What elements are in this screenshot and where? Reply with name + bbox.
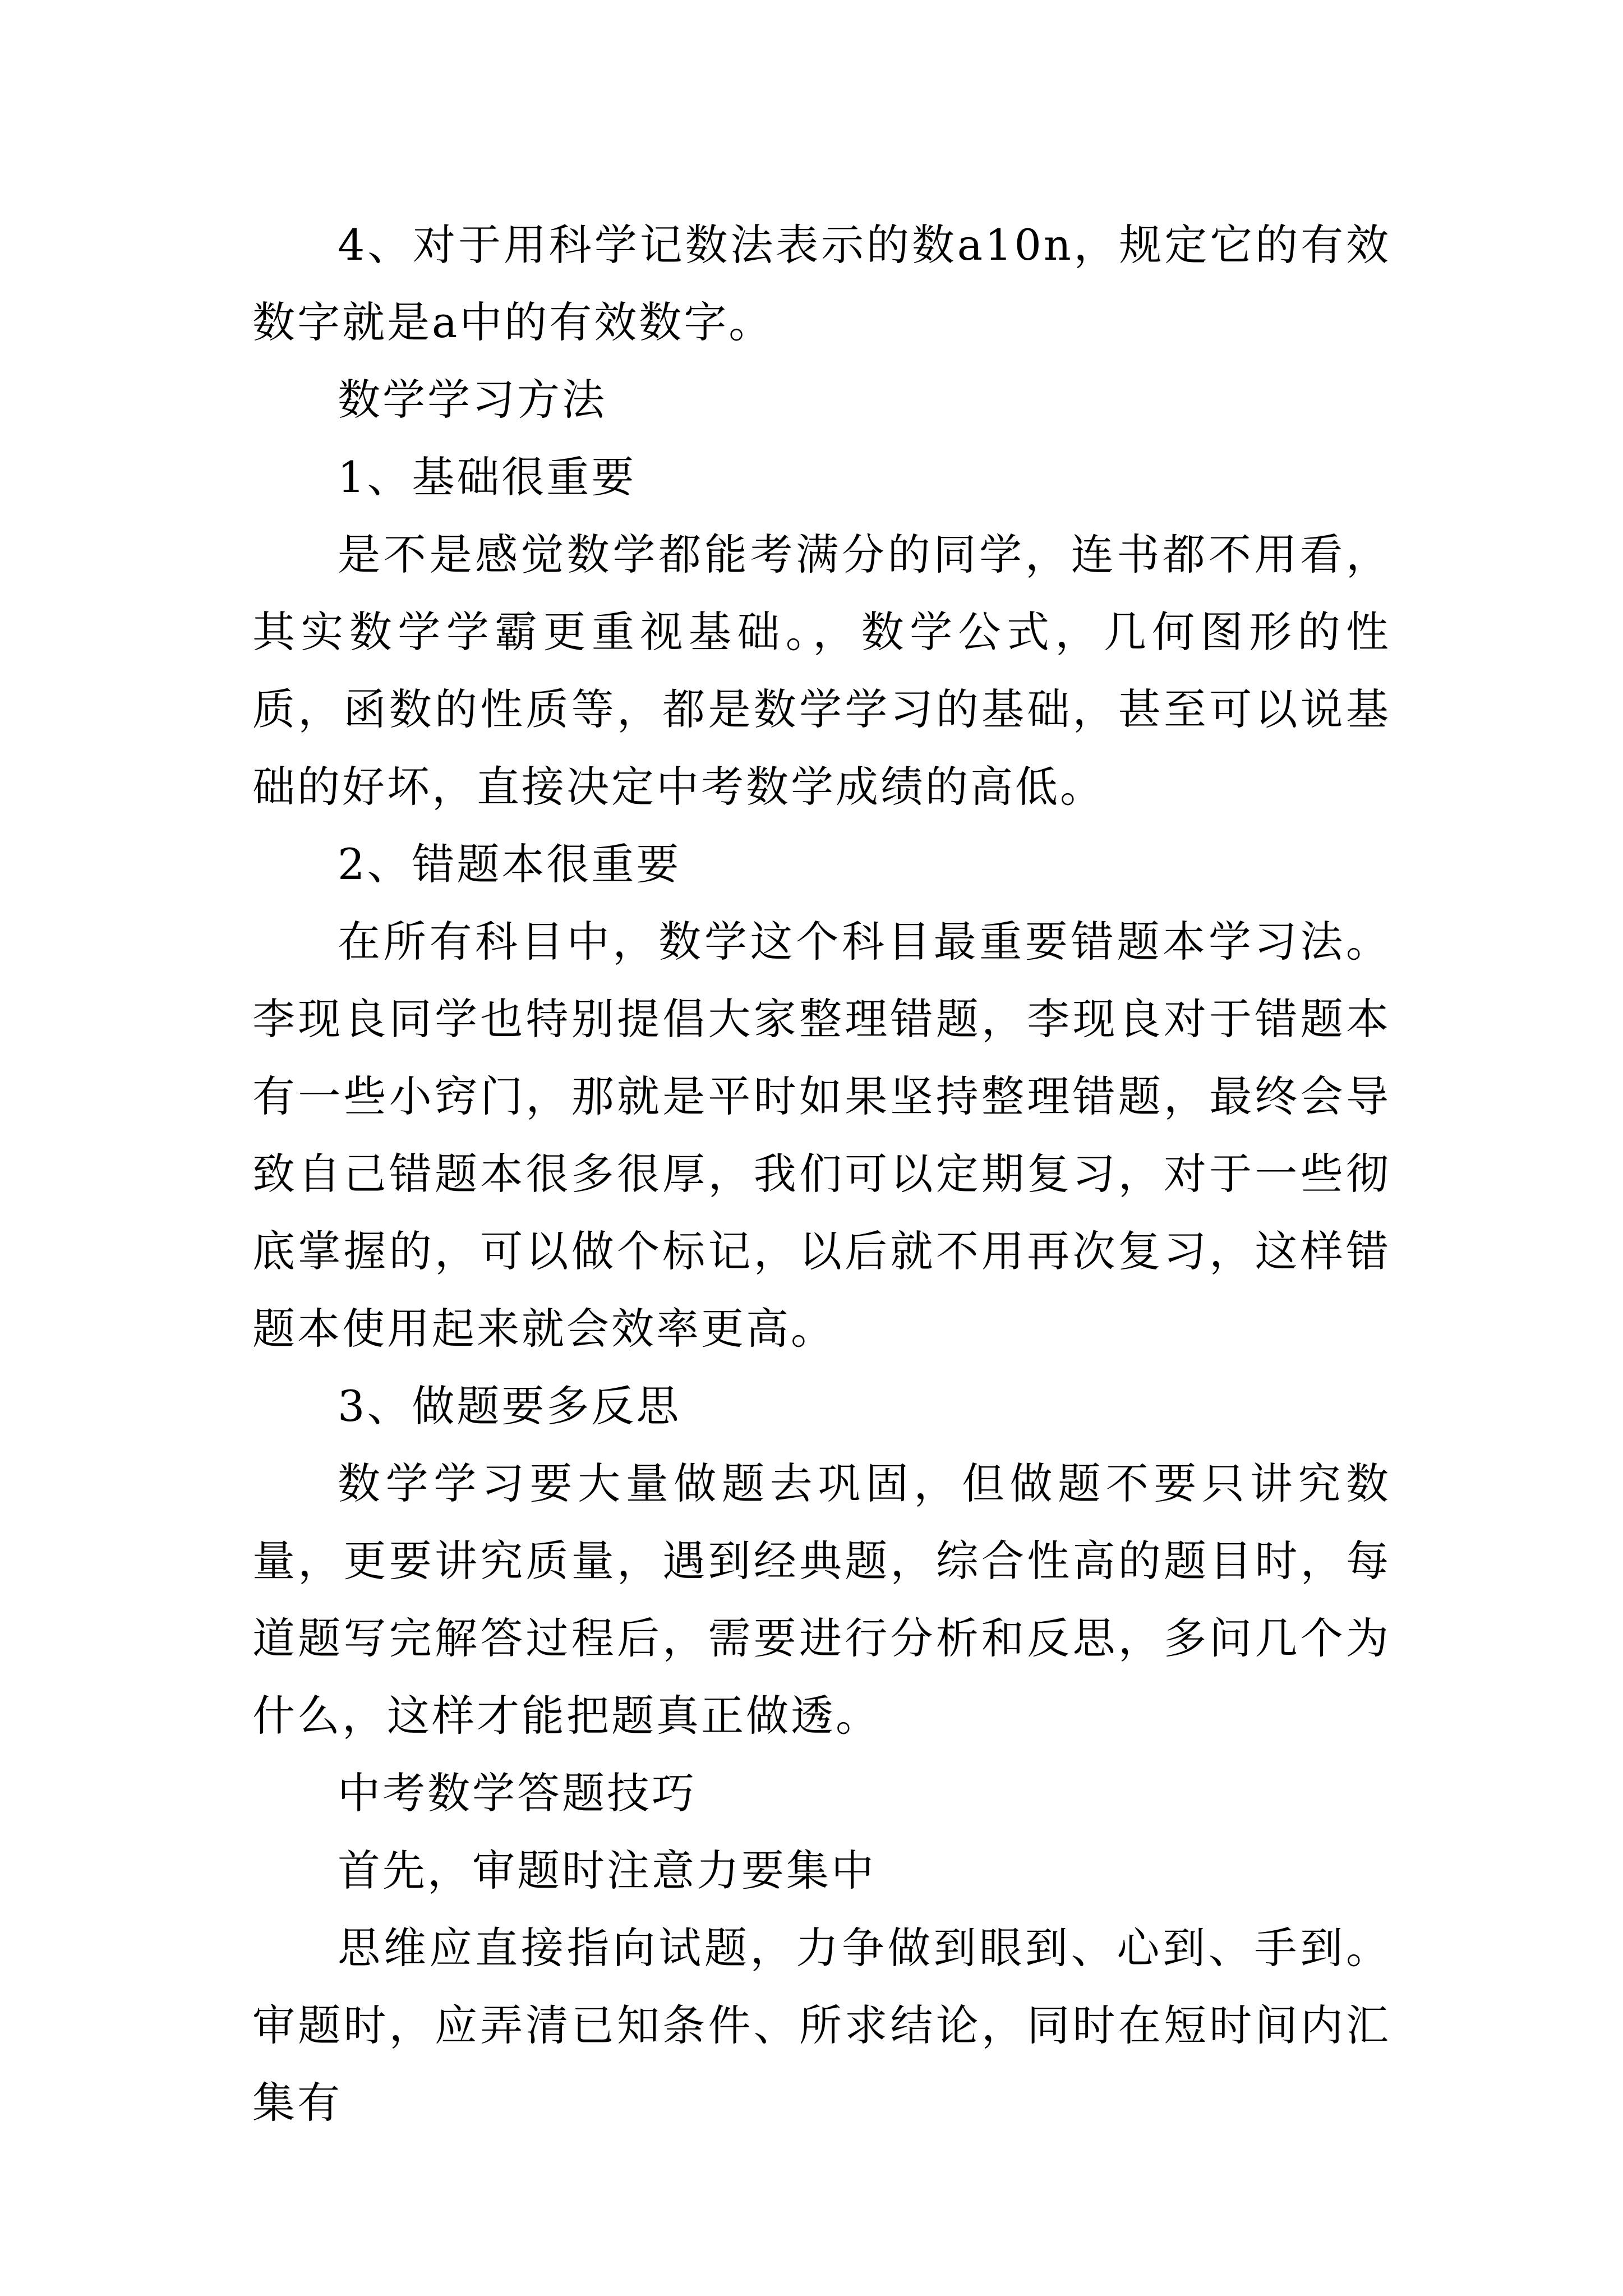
paragraph-basics: 是不是感觉数学都能考满分的同学，连书都不用看，其实数学学霸更重视基础。，数学公式，几何图形的性质，函数的性质等，都是数学学习的基础，甚至可以说基础的好坏，直接决定中考数学成绩的高低。 — [252, 530, 1391, 812]
subheading-basics: 1、基础很重要 — [338, 452, 637, 502]
subheading-error-notebook: 2、错题本很重要 — [338, 839, 681, 889]
heading-exam-tips: 中考数学答题技巧 — [338, 1768, 697, 1818]
paragraph-sci-notation: 4、对于用科学记数法表示的数a10n，规定它的有效数字就是a中的有效数字。 — [252, 220, 1391, 347]
heading-study-methods: 数学学习方法 — [338, 375, 607, 425]
paragraph-error-notebook: 在所有科目中，数学这个科目最重要错题本学习法。李现良同学也特别提倡大家整理错题，李现良对于错题本有一些小窍门，那就是平时如果坚持整理错题，最终会导致自己错题本很多很厚，我们可以定期复习，对于一些彻底掌握的，可以做个标记，以后就不用再次复习，这样错题本使用起来就会效率更高。 — [252, 917, 1391, 1354]
paragraph-focus: 思维应直接指向试题，力争做到眼到、心到、手到。审题时，应弄清已知条件、所求结论，同时在短时间内汇集有 — [252, 1923, 1391, 2128]
document-body — [252, 206, 1391, 2142]
subheading-focus: 首先，审题时注意力要集中 — [338, 1846, 876, 1895]
paragraph-reflection: 数学学习要大量做题去巩固，但做题不要只讲究数量，更要讲究质量，遇到经典题，综合性高的题目时，每道题写完解答过程后，需要进行分析和反思，多问几个为什么，这样才能把题真正做透。 — [252, 1458, 1391, 1741]
subheading-reflection: 3、做题要多反思 — [338, 1381, 681, 1431]
